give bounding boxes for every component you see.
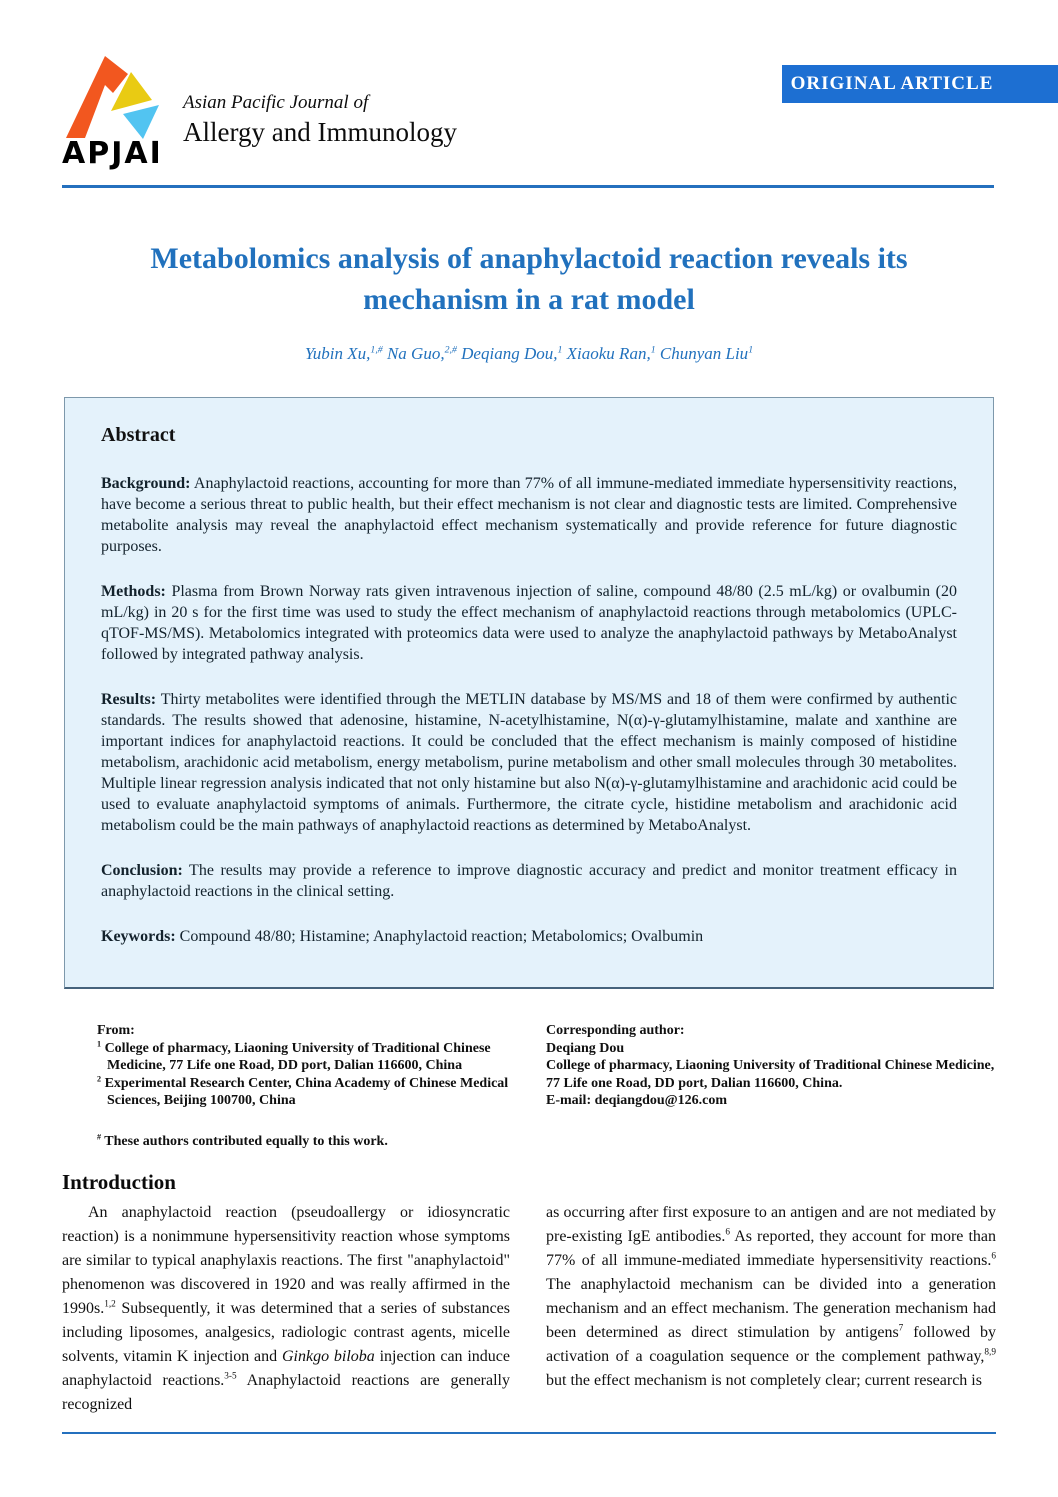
badge-label: ORIGINAL ARTICLE	[790, 73, 994, 94]
affiliation-item-2: $^2$ Experimental Research Center, China Academy of Chinese Medical Sciences, Beijing 100700, China	[97, 1073, 509, 1108]
journal-name-line1: Asian Pacific Journal of	[183, 92, 369, 113]
abstract-heading: Abstract	[101, 424, 176, 446]
corresponding-author-block	[546, 1022, 998, 1110]
journal-name	[183, 92, 457, 148]
article-title: Metabolomics analysis of anaphylactoid reaction reveals its mechanism in a rat model	[150, 242, 908, 316]
corresponding-address: College of pharmacy, Liaoning University of Traditional Chinese Medicine, 77 Life one Road, DD port, Dalian 116600, China.	[546, 1058, 995, 1091]
logo-acronym: APJAI	[62, 136, 163, 171]
journal-name-line2: Allergy and Immunology	[183, 117, 457, 147]
from-label: From:	[97, 1023, 135, 1038]
abstract-box	[64, 397, 994, 989]
affiliations-from-block	[97, 1022, 537, 1150]
abstract-paragraph-background: Background: Anaphylactoid reactions, accounting for more than 77% of all immune-mediated immediate hypersensitivity reactions, have become a serious threat to public health, but their effect mechanism is not clear and diagnostic tests are limited. Comprehensive metabolite analysis may reveal the anaphylactoid effect mechanism systematically and provide reference for future diagnostic purposes.	[101, 475, 957, 555]
abstract-paragraph-results: Results: Thirty metabolites were identified through the METLIN database by MS/MS and 18 of them were confirmed by authentic standards. The results showed that adenosine, histamine, N-acetylhistamine, N(α)-γ-glutamylhistamine, malate and xanthine are important indices for anaphylactoid reactions. It could be concluded that the effect mechanism is mainly composed of histidine metabolism, arachidonic acid metabolism, energy metabolism, purine metabolism and other small molecules through 30 metabolites. Multiple linear regression analysis indicated that not only histamine but also N(α)-γ-glutamylhistamine and arachidonic acid could be used to evaluate anaphylactoid symptoms of animals. Furthermore, the citrate cycle, histidine metabolism and arachidonic acid metabolism could be the main pathways of anaphylactoid reactions as determined by MetaboAnalyst.	[101, 691, 957, 834]
footer-rule	[62, 1432, 996, 1434]
equal-contribution-note: # These authors contributed equally to this work.	[97, 1131, 388, 1149]
apjai-triangle-icon	[62, 48, 180, 140]
abstract-paragraph-keywords: Keywords: Compound 48/80; Histamine; Anaphylactoid reaction; Metabolomics; Ovalbumin	[101, 928, 704, 945]
original-article-badge	[782, 65, 1058, 103]
introduction-column-left: An anaphylactoid reaction (pseudoallergy or idiosyncratic reaction) is a nonimmune hypersensitivity reaction whose symptoms are similar to typical anaphylaxis reactions. The first "anaphylactoid" phenomenon was discovered in 1920 and was really affirmed in the 1990s.$^{1,2}$ Subsequently, it was determined that a series of substances including liposomes, analgesics, radiologic contrast agents, micelle solvents, vitamin K injection and Ginkgo biloba injection can induce anaphylactoid reactions.$^{3-5}$ Anaphylactoid reactions are generally recognized	[62, 1204, 510, 1413]
introduction-column-right: as occurring after first exposure to an antigen and are not mediated by pre-existing IgE antibodies.$^6$ As reported, they account for more than 77% of all immune-mediated immediate hypersensitivity reactions.$^6$ The anaphylactoid mechanism can be divided into a generation mechanism and an effect mechanism. The generation mechanism had been determined as direct stimulation by antigens$^7$ followed by activation of a coagulation sequence or the complement pathway,$^{8,9}$ but the effect mechanism is not completely clear; current research is	[546, 1204, 997, 1389]
corresponding-label: Corresponding author:	[546, 1023, 685, 1038]
journal-logo	[62, 48, 182, 171]
author-line: Yubin Xu,$^{1,\#}$ Na Guo,$^{2,\#}$ Deqiang Dou,$^1$ Xiaoku Ran,$^1$ Chunyan Liu$^1$	[304, 344, 754, 363]
abstract-paragraph-conclusion: Conclusion: The results may provide a reference to improve diagnostic accuracy and predict and monitor treatment efficacy in anaphylactoid reactions in the clinical setting.	[101, 862, 957, 900]
introduction-heading: Introduction	[62, 1170, 176, 1194]
header-rule	[62, 185, 994, 188]
abstract-paragraph-methods: Methods: Plasma from Brown Norway rats given intravenous injection of saline, compound 48/80 (2.5 mL/kg) or ovalbumin (20 mL/kg) in 20 s for the first time was used to study the effect mechanism of anaphylactoid reactions through metabolomics (UPLC-qTOF-MS/MS). Metabolomics integrated with proteomics data were used to analyze the anaphylactoid pathways by MetaboAnalyst followed by integrated pathway analysis.	[101, 583, 957, 663]
corresponding-email: E-mail: deqiangdou@126.com	[546, 1093, 728, 1108]
corresponding-name: Deqiang Dou	[546, 1040, 625, 1056]
affiliation-item-1: $^1$ College of pharmacy, Liaoning University of Traditional Chinese Medicine, 77 Life one Road, DD port, Dalian 116600, China	[97, 1038, 491, 1073]
